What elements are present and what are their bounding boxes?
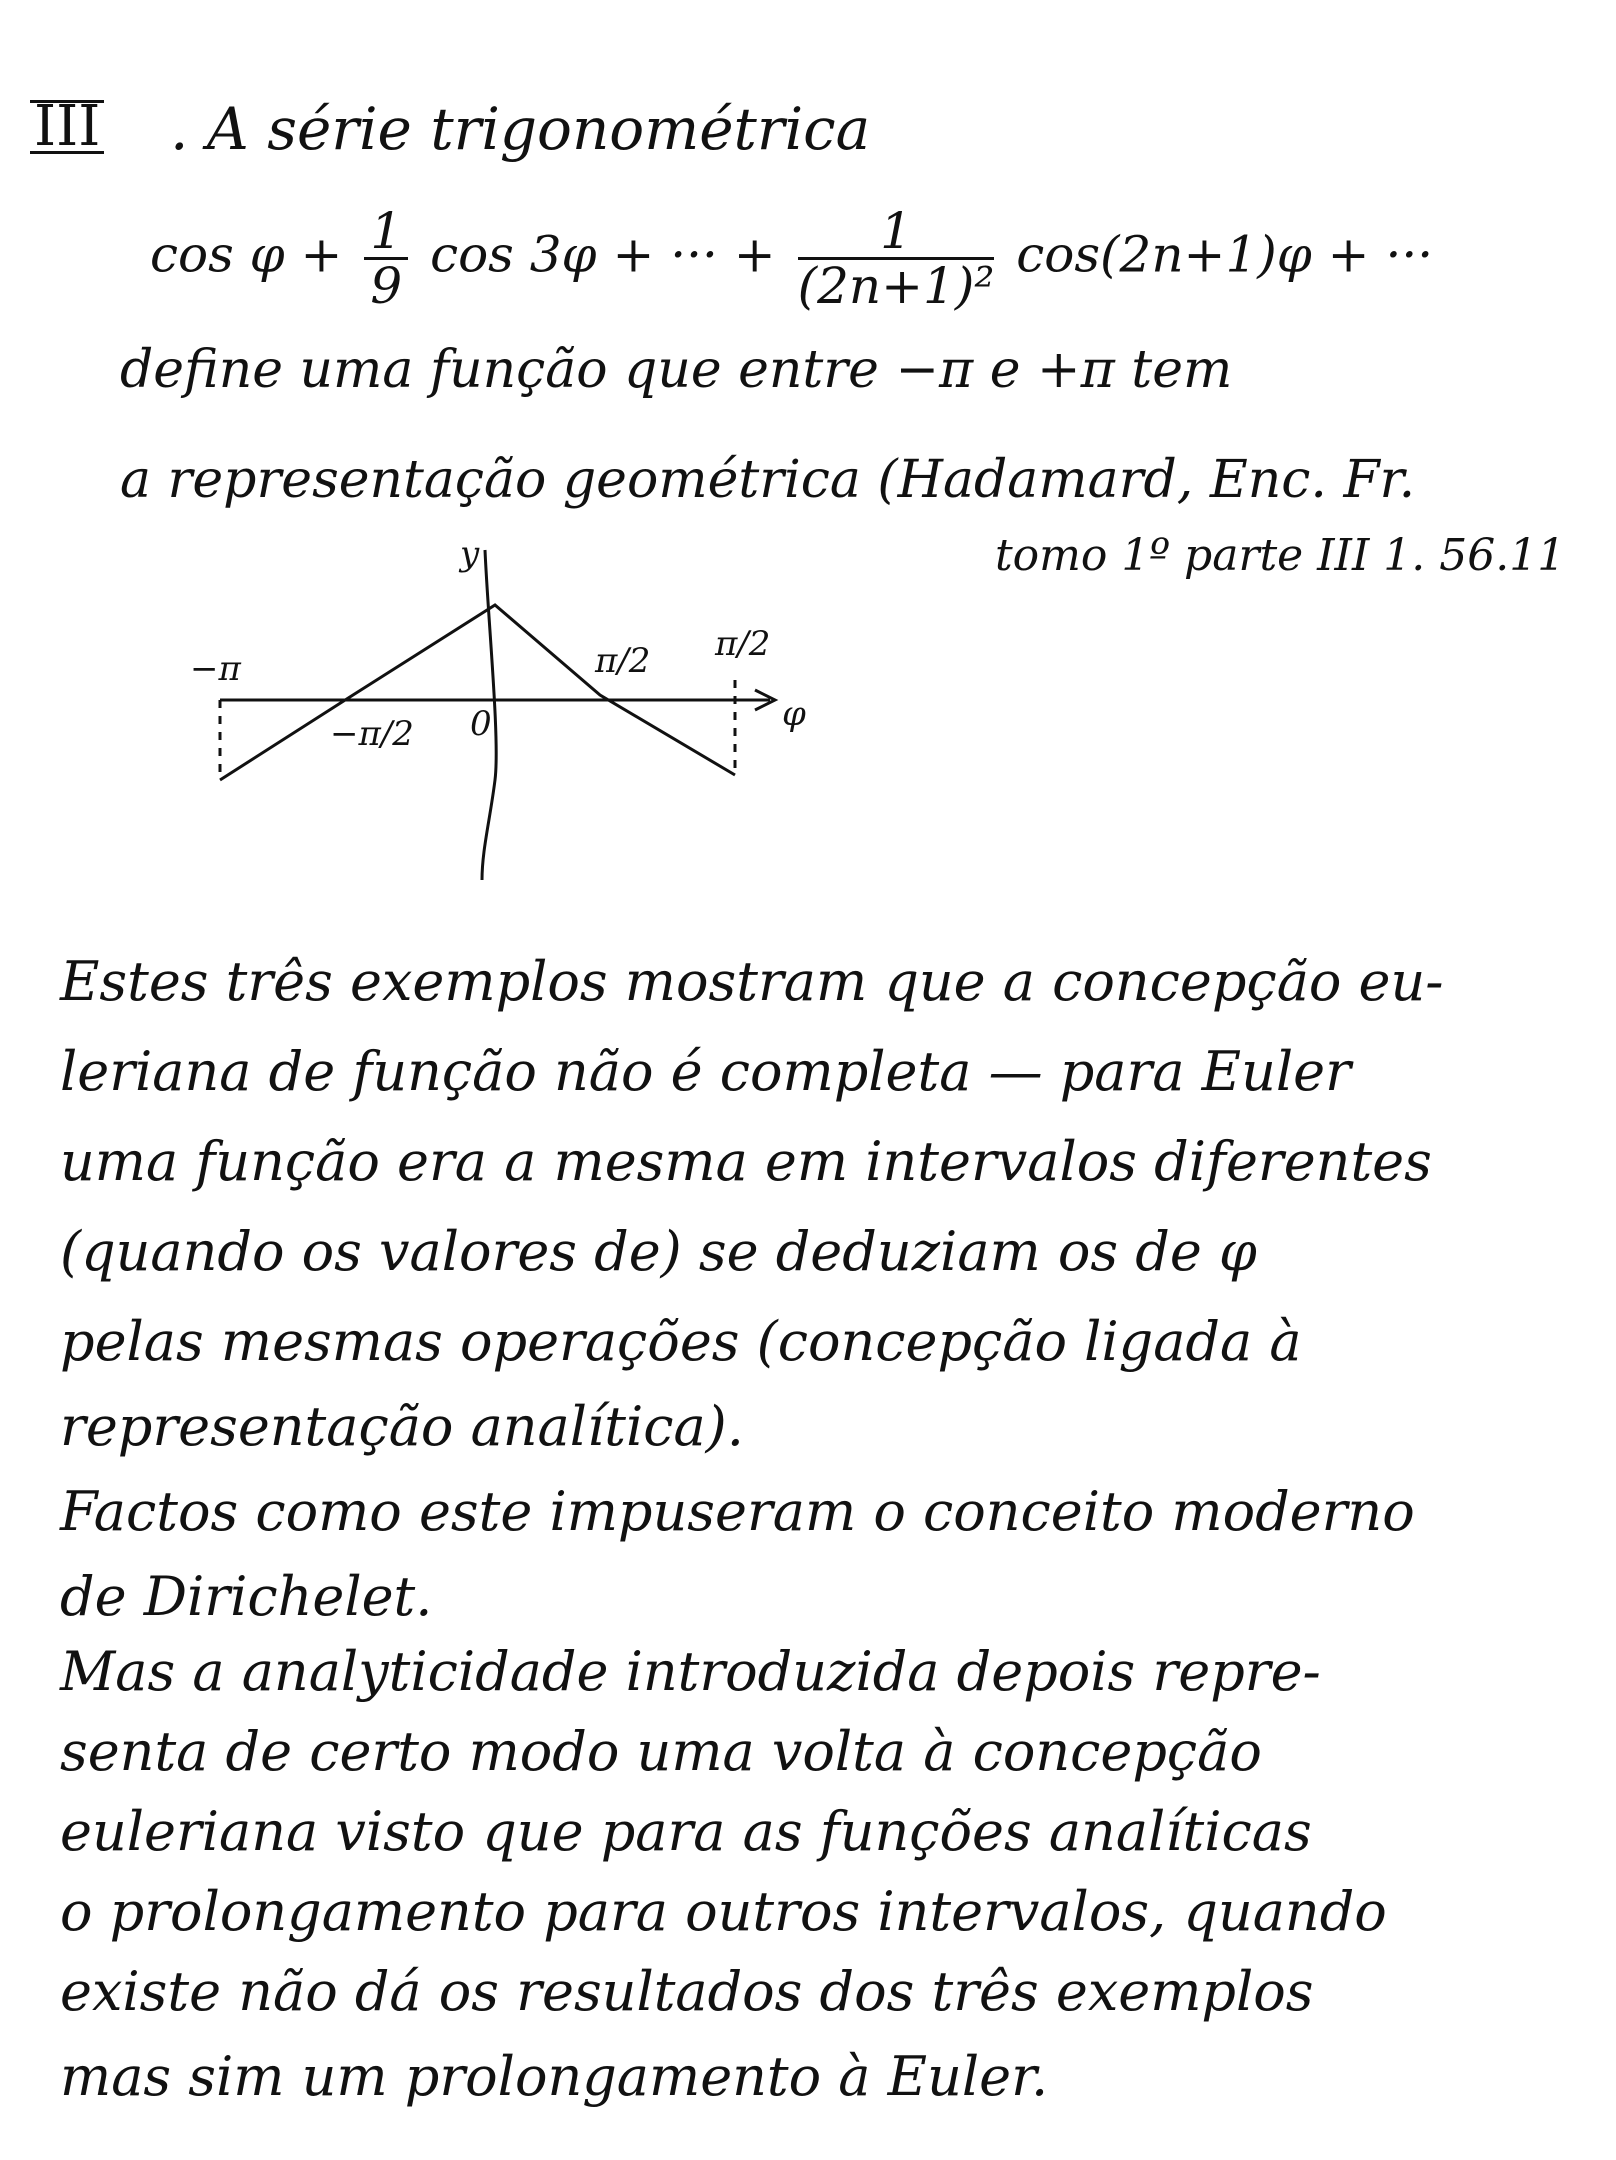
- reference-line: tomo 1º parte III 1. 56.11: [995, 530, 1566, 581]
- paragraph-line-14: mas sim um prolongamento à Euler.: [60, 2045, 1049, 2108]
- pi-half-label: π/2: [595, 641, 651, 681]
- paragraph-line-6: representação analítica).: [60, 1395, 744, 1458]
- paragraph-line-12: o prolongamento para outros intervalos, quando: [60, 1880, 1387, 1943]
- paragraph-line-2: leriana de função não é completa — para Euler: [60, 1040, 1351, 1103]
- y-axis-label: y: [460, 534, 480, 574]
- paragraph-line-8: de Dirichelet.: [60, 1565, 433, 1628]
- section-heading: . A série trigonométrica: [170, 95, 871, 163]
- paragraph-line-9: Mas a analyticidade introduzida depois repre-: [60, 1640, 1321, 1703]
- text-line-1: define uma função que entre −π e +π tem: [120, 340, 1233, 400]
- paragraph-line-5: pelas mesmas operações (concepção ligada à: [60, 1310, 1302, 1373]
- fraction-1-numerator: 1: [364, 205, 408, 260]
- fraction-1: [364, 202, 408, 315]
- function-graph: [170, 520, 820, 890]
- formula-part-2: cos 3φ + ··· +: [414, 225, 792, 284]
- x-axis-label: φ: [782, 694, 806, 734]
- paragraph-line-10: senta de certo modo uma volta à concepção: [60, 1720, 1262, 1783]
- fraction-2-numerator: 1: [798, 205, 995, 260]
- fraction-1-denominator: 9: [370, 257, 403, 315]
- neg-pi-half-label: −π/2: [330, 714, 414, 754]
- origin-label: 0: [470, 704, 492, 744]
- function-curve: [220, 605, 735, 780]
- formula-part-1: cos φ +: [150, 225, 359, 284]
- text-line-2: a representação geométrica (Hadamard, Enc. Fr.: [120, 450, 1416, 510]
- paragraph-line-7: Factos como este impuseram o conceito moderno: [60, 1480, 1415, 1543]
- pi-half-right-label: π/2: [715, 624, 771, 664]
- paragraph-line-13: existe não dá os resultados dos três exemplos: [60, 1960, 1314, 2023]
- section-number: III: [30, 100, 104, 154]
- formula-part-3: cos(2n+1)φ + ···: [1000, 225, 1434, 284]
- paragraph-line-1: Estes três exemplos mostram que a concepção eu-: [60, 950, 1444, 1013]
- fraction-2-denominator: (2n+1)²: [797, 257, 995, 315]
- fraction-2: [797, 202, 995, 315]
- paragraph-line-11: euleriana visto que para as funções analíticas: [60, 1800, 1312, 1863]
- paragraph-line-3: uma função era a mesma em intervalos diferentes: [60, 1130, 1432, 1193]
- neg-pi-label: −π: [190, 649, 241, 689]
- series-formula: [150, 202, 1434, 315]
- paragraph-line-4: (quando os valores de) se deduziam os de φ: [60, 1220, 1257, 1283]
